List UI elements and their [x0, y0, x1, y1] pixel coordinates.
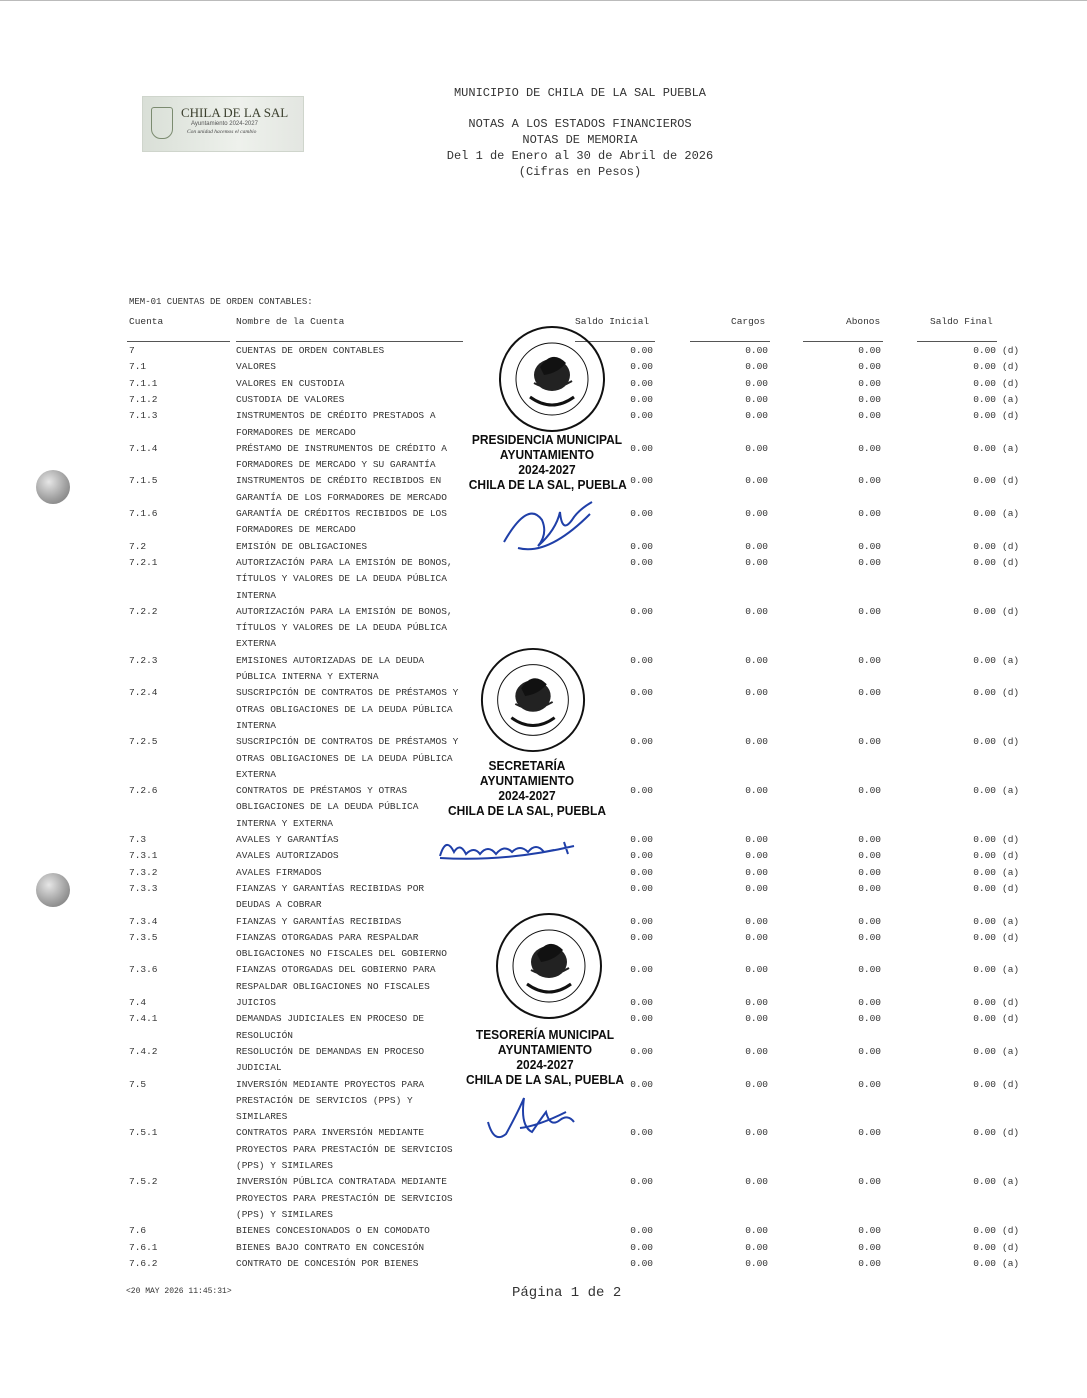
- cargos-value: 0.00: [745, 1257, 768, 1269]
- cargos-value: 0.00: [745, 964, 768, 976]
- col-header-saldo-inicial: Saldo Inicial: [575, 316, 650, 327]
- logo-name: CHILA DE LA SAL: [181, 105, 289, 120]
- account-code: 7.6: [129, 1225, 147, 1237]
- account-code: 7.1.5: [129, 475, 158, 487]
- balance-nature: (a): [1002, 964, 1020, 976]
- account-name-line: BIENES BAJO CONTRATO EN CONCESIÓN: [236, 1241, 425, 1253]
- cargos-value: 0.00: [745, 393, 768, 405]
- saldo-inicial-value: 0.00: [630, 410, 653, 422]
- eagle-seal-icon: [478, 645, 588, 755]
- account-code: 7.2.4: [129, 687, 158, 699]
- municipal-seal: [478, 645, 588, 755]
- saldo-final-value: 0.00: [973, 1127, 996, 1139]
- account-name-line: FIANZAS OTORGADAS DEL GOBIERNO PARA: [236, 964, 436, 976]
- account-code: 7.1.3: [129, 410, 158, 422]
- account-name-line: AUTORIZACIÓN PARA LA EMISIÓN DE BONOS,: [236, 605, 453, 617]
- account-code: 7.5.1: [129, 1127, 158, 1139]
- balance-nature: (d): [1002, 687, 1020, 699]
- col-header-nombre: Nombre de la Cuenta: [236, 316, 345, 327]
- abonos-value: 0.00: [858, 1078, 881, 1090]
- saldo-inicial-value: 0.00: [630, 1225, 653, 1237]
- balance-nature: (d): [1002, 377, 1020, 389]
- saldo-inicial-value: 0.00: [630, 850, 653, 862]
- account-name-line: OTRAS OBLIGACIONES DE LA DEUDA PÚBLICA: [236, 703, 453, 715]
- account-name-line: EXTERNA: [236, 768, 276, 780]
- saldo-final-value: 0.00: [973, 1225, 996, 1237]
- abonos-value: 0.00: [858, 687, 881, 699]
- cargos-value: 0.00: [745, 556, 768, 568]
- account-name-line: INTERNA Y EXTERNA: [236, 817, 333, 829]
- balance-nature: (d): [1002, 475, 1020, 487]
- cargos-value: 0.00: [745, 1241, 768, 1253]
- abonos-value: 0.00: [858, 736, 881, 748]
- saldo-inicial-value: 0.00: [630, 1127, 653, 1139]
- account-code: 7.5.2: [129, 1176, 158, 1188]
- cargos-value: 0.00: [745, 785, 768, 797]
- account-name-line: INSTRUMENTOS DE CRÉDITO RECIBIDOS EN: [236, 475, 442, 487]
- report-subtitle: NOTAS DE MEMORIA: [522, 133, 638, 147]
- saldo-final-value: 0.00: [973, 605, 996, 617]
- stamp-tesoreria: TESORERÍA MUNICIPAL AYUNTAMIENTO 2024-2027 CHILA DE LA SAL, PUEBLA: [466, 1027, 624, 1087]
- account-code: 7.3.1: [129, 850, 158, 862]
- cargos-value: 0.00: [745, 882, 768, 894]
- cargos-value: 0.00: [745, 345, 768, 356]
- saldo-inicial-value: 0.00: [630, 1257, 653, 1269]
- balance-nature: (d): [1002, 410, 1020, 422]
- cargos-value: 0.00: [745, 1078, 768, 1090]
- account-name-line: CUSTODIA DE VALORES: [236, 393, 345, 405]
- abonos-value: 0.00: [858, 931, 881, 943]
- account-name-line: TÍTULOS Y VALORES DE LA DEUDA PÚBLICA: [236, 622, 447, 634]
- abonos-value: 0.00: [858, 1127, 881, 1139]
- balance-nature: (d): [1002, 605, 1020, 617]
- balance-nature: (d): [1002, 997, 1020, 1008]
- saldo-inicial-value: 0.00: [630, 361, 653, 373]
- stamp-presidencia: PRESIDENCIA MUNICIPAL AYUNTAMIENTO 2024-2027 CHILA DE LA SAL, PUEBLA: [468, 432, 627, 492]
- saldo-final-value: 0.00: [973, 361, 996, 373]
- account-code: 7.1.2: [129, 393, 158, 405]
- scan-edge: [0, 0, 1087, 1]
- account-name-line: INTERNA: [236, 589, 276, 601]
- saldo-inicial-value: 0.00: [630, 915, 653, 927]
- saldo-inicial-value: 0.00: [630, 393, 653, 405]
- saldo-inicial-value: 0.00: [630, 556, 653, 568]
- saldo-inicial-value: 0.00: [630, 442, 653, 454]
- account-name-line: AVALES Y GARANTÍAS: [236, 834, 339, 845]
- header-rule: [690, 341, 770, 342]
- saldo-final-value: 0.00: [973, 410, 996, 422]
- abonos-value: 0.00: [858, 882, 881, 894]
- municipal-logo: [142, 96, 304, 152]
- saldo-final-value: 0.00: [973, 915, 996, 927]
- saldo-final-value: 0.00: [973, 1241, 996, 1253]
- account-code: 7.2.1: [129, 556, 158, 568]
- signature-presidente: [498, 490, 598, 560]
- cargos-value: 0.00: [745, 605, 768, 617]
- account-name-line: VALORES EN CUSTODIA: [236, 377, 345, 389]
- account-name-line: OBLIGACIONES NO FISCALES DEL GOBIERNO: [236, 948, 447, 960]
- abonos-value: 0.00: [858, 834, 881, 845]
- balance-nature: (d): [1002, 1078, 1020, 1090]
- saldo-final-value: 0.00: [973, 540, 996, 552]
- account-code: 7.2.2: [129, 605, 158, 617]
- saldo-inicial-value: 0.00: [630, 785, 653, 797]
- cargos-value: 0.00: [745, 508, 768, 519]
- abonos-value: 0.00: [858, 345, 881, 356]
- cargos-value: 0.00: [745, 654, 768, 666]
- saldo-inicial-value: 0.00: [630, 1176, 653, 1188]
- cargos-value: 0.00: [745, 377, 768, 389]
- account-code: 7.3.6: [129, 964, 158, 976]
- abonos-value: 0.00: [858, 1257, 881, 1269]
- saldo-inicial-value: 0.00: [630, 1078, 653, 1090]
- cargos-value: 0.00: [745, 736, 768, 748]
- account-name-line: OBLIGACIONES DE LA DEUDA PÚBLICA: [236, 801, 419, 813]
- abonos-value: 0.00: [858, 442, 881, 454]
- balance-nature: (d): [1002, 1013, 1020, 1025]
- report-title: NOTAS A LOS ESTADOS FINANCIEROS: [468, 117, 692, 131]
- abonos-value: 0.00: [858, 850, 881, 862]
- saldo-inicial-value: 0.00: [630, 345, 653, 356]
- cargos-value: 0.00: [745, 915, 768, 927]
- saldo-final-value: 0.00: [973, 687, 996, 699]
- municipal-seal: [496, 323, 608, 435]
- account-name-line: CONTRATO DE CONCESIÓN POR BIENES: [236, 1257, 419, 1269]
- cargos-value: 0.00: [745, 1013, 768, 1025]
- saldo-final-value: 0.00: [973, 475, 996, 487]
- account-name-line: (PPS) Y SIMILARES: [236, 1208, 333, 1220]
- account-name-line: JUICIOS: [236, 997, 276, 1008]
- abonos-value: 0.00: [858, 361, 881, 373]
- cargos-value: 0.00: [745, 442, 768, 454]
- saldo-inicial-value: 0.00: [630, 1045, 653, 1057]
- cargos-value: 0.00: [745, 1127, 768, 1139]
- account-name-line: RESPALDAR OBLIGACIONES NO FISCALES: [236, 980, 430, 992]
- saldo-final-value: 0.00: [973, 964, 996, 976]
- account-name-line: PÚBLICA INTERNA Y EXTERNA: [236, 671, 379, 682]
- account-name-line: SUSCRIPCIÓN DE CONTRATOS DE PRÉSTAMOS Y: [236, 687, 459, 699]
- abonos-value: 0.00: [858, 605, 881, 617]
- account-code: 7.5: [129, 1078, 147, 1090]
- account-code: 7: [129, 345, 135, 356]
- cargos-value: 0.00: [745, 834, 768, 845]
- cargos-value: 0.00: [745, 997, 768, 1008]
- cargos-value: 0.00: [745, 850, 768, 862]
- saldo-inicial-value: 0.00: [630, 687, 653, 699]
- balance-nature: (d): [1002, 1225, 1020, 1237]
- abonos-value: 0.00: [858, 1176, 881, 1188]
- abonos-value: 0.00: [858, 556, 881, 568]
- cargos-value: 0.00: [745, 687, 768, 699]
- account-name-line: CUENTAS DE ORDEN CONTABLES: [236, 345, 385, 356]
- saldo-final-value: 0.00: [973, 850, 996, 862]
- account-code: 7.6.1: [129, 1241, 158, 1253]
- account-name-line: AVALES FIRMADOS: [236, 866, 322, 878]
- account-name-line: DEMANDAS JUDICIALES EN PROCESO DE: [236, 1013, 425, 1025]
- signature-tesorero: [480, 1092, 580, 1148]
- saldo-inicial-value: 0.00: [630, 736, 653, 748]
- saldo-inicial-value: 0.00: [630, 1241, 653, 1253]
- balance-nature: (d): [1002, 850, 1020, 862]
- balance-nature: (d): [1002, 345, 1020, 356]
- header-rule: [127, 341, 230, 342]
- saldo-final-value: 0.00: [973, 556, 996, 568]
- account-code: 7.2.3: [129, 654, 158, 666]
- account-name-line: DEUDAS A COBRAR: [236, 899, 322, 911]
- saldo-inicial-value: 0.00: [630, 540, 653, 552]
- account-name-line: FIANZAS OTORGADAS PARA RESPALDAR: [236, 931, 419, 943]
- balance-nature: (a): [1002, 1176, 1020, 1188]
- account-name-line: EMISIONES AUTORIZADAS DE LA DEUDA: [236, 654, 425, 666]
- account-name-line: AUTORIZACIÓN PARA LA EMISIÓN DE BONOS,: [236, 556, 453, 568]
- account-name-line: EMISIÓN DE OBLIGACIONES: [236, 540, 368, 552]
- cargos-value: 0.00: [745, 361, 768, 373]
- account-name-line: EXTERNA: [236, 638, 276, 650]
- abonos-value: 0.00: [858, 540, 881, 552]
- header-rule: [236, 341, 463, 342]
- saldo-inicial-value: 0.00: [630, 377, 653, 389]
- account-name-line: OTRAS OBLIGACIONES DE LA DEUDA PÚBLICA: [236, 752, 453, 764]
- account-name-line: INVERSIÓN PÚBLICA CONTRATADA MEDIANTE: [236, 1176, 447, 1188]
- balance-nature: (a): [1002, 654, 1020, 666]
- account-code: 7.3.3: [129, 882, 158, 894]
- cargos-value: 0.00: [745, 1176, 768, 1188]
- col-header-cuenta: Cuenta: [129, 316, 164, 327]
- page-number: Página 1 de 2: [512, 1285, 622, 1301]
- account-code: 7.1.1: [129, 377, 158, 389]
- col-header-saldo-final: Saldo Final: [930, 316, 993, 327]
- saldo-final-value: 0.00: [973, 736, 996, 748]
- balance-nature: (d): [1002, 1241, 1020, 1253]
- saldo-final-value: 0.00: [973, 377, 996, 389]
- saldo-final-value: 0.00: [973, 931, 996, 943]
- section-title: MEM-01 CUENTAS DE ORDEN CONTABLES:: [129, 297, 313, 307]
- account-name-line: CONTRATOS PARA INVERSIÓN MEDIANTE: [236, 1127, 425, 1139]
- account-name-line: VALORES: [236, 361, 276, 373]
- cargos-value: 0.00: [745, 540, 768, 552]
- balance-nature: (d): [1002, 736, 1020, 748]
- cargos-value: 0.00: [745, 931, 768, 943]
- account-code: 7.3: [129, 834, 147, 845]
- saldo-final-value: 0.00: [973, 785, 996, 797]
- saldo-final-value: 0.00: [973, 442, 996, 454]
- logo-subtitle: Ayuntamiento 2024-2027: [191, 121, 258, 127]
- balance-nature: (d): [1002, 556, 1020, 568]
- account-name-line: GARANTÍA DE CRÉDITOS RECIBIDOS DE LOS: [236, 508, 447, 519]
- saldo-inicial-value: 0.00: [630, 834, 653, 845]
- abonos-value: 0.00: [858, 915, 881, 927]
- account-name-line: JUDICIAL: [236, 1062, 282, 1074]
- punch-hole: [36, 470, 70, 504]
- account-name-line: PRÉSTAMO DE INSTRUMENTOS DE CRÉDITO A: [236, 442, 447, 454]
- eagle-seal-icon: [493, 910, 605, 1022]
- abonos-value: 0.00: [858, 654, 881, 666]
- account-code: 7.1.4: [129, 442, 158, 454]
- account-name-line: FORMADORES DE MERCADO: [236, 426, 356, 438]
- saldo-inicial-value: 0.00: [630, 866, 653, 878]
- abonos-value: 0.00: [858, 410, 881, 422]
- account-code: 7.4.2: [129, 1045, 158, 1057]
- saldo-final-value: 0.00: [973, 393, 996, 405]
- balance-nature: (a): [1002, 508, 1020, 519]
- header-rule: [917, 341, 997, 342]
- account-name-line: FIANZAS Y GARANTÍAS RECIBIDAS: [236, 915, 402, 927]
- print-timestamp: <20 MAY 2026 11:45:31>: [126, 1287, 232, 1296]
- account-code: 7.3.4: [129, 915, 158, 927]
- account-name-line: RESOLUCIÓN: [236, 1029, 294, 1041]
- account-code: 7.2: [129, 540, 147, 552]
- stamp-secretaria: SECRETARÍA AYUNTAMIENTO 2024-2027 CHILA DE LA SAL, PUEBLA: [448, 758, 606, 818]
- shield-icon: [151, 107, 173, 139]
- abonos-value: 0.00: [858, 964, 881, 976]
- balance-nature: (d): [1002, 540, 1020, 552]
- abonos-value: 0.00: [858, 508, 881, 519]
- saldo-inicial-value: 0.00: [630, 605, 653, 617]
- abonos-value: 0.00: [858, 475, 881, 487]
- balance-nature: (a): [1002, 1045, 1020, 1057]
- saldo-final-value: 0.00: [973, 866, 996, 878]
- col-header-abonos: Abonos: [846, 316, 881, 327]
- saldo-final-value: 0.00: [973, 1013, 996, 1025]
- punch-hole: [36, 873, 70, 907]
- saldo-final-value: 0.00: [973, 1257, 996, 1269]
- balance-nature: (d): [1002, 834, 1020, 845]
- cargos-value: 0.00: [745, 1225, 768, 1237]
- account-code: 7.1: [129, 361, 147, 373]
- saldo-final-value: 0.00: [973, 508, 996, 519]
- account-code: 7.4: [129, 997, 147, 1008]
- account-name-line: INTERNA: [236, 719, 276, 731]
- account-name-line: INSTRUMENTOS DE CRÉDITO PRESTADOS A: [236, 410, 436, 422]
- balance-nature: (a): [1002, 393, 1020, 405]
- abonos-value: 0.00: [858, 997, 881, 1008]
- saldo-inicial-value: 0.00: [630, 997, 653, 1008]
- eagle-seal-icon: [496, 323, 608, 435]
- account-code: 7.2.5: [129, 736, 158, 748]
- abonos-value: 0.00: [858, 785, 881, 797]
- saldo-inicial-value: 0.00: [630, 1013, 653, 1025]
- balance-nature: (a): [1002, 442, 1020, 454]
- balance-nature: (a): [1002, 866, 1020, 878]
- account-name-line: PROYECTOS PARA PRESTACIÓN DE SERVICIOS: [236, 1143, 453, 1155]
- col-header-cargos: Cargos: [731, 316, 766, 327]
- saldo-final-value: 0.00: [973, 654, 996, 666]
- saldo-inicial-value: 0.00: [630, 654, 653, 666]
- account-code: 7.1.6: [129, 508, 158, 519]
- abonos-value: 0.00: [858, 1225, 881, 1237]
- account-code: 7.3.5: [129, 931, 158, 943]
- abonos-value: 0.00: [858, 1045, 881, 1057]
- report-period: Del 1 de Enero al 30 de Abril de 2026: [446, 149, 714, 163]
- saldo-final-value: 0.00: [973, 1045, 996, 1057]
- account-name-line: CONTRATOS DE PRÉSTAMOS Y OTRAS: [236, 785, 408, 797]
- account-name-line: TÍTULOS Y VALORES DE LA DEUDA PÚBLICA: [236, 573, 447, 585]
- cargos-value: 0.00: [745, 410, 768, 422]
- account-code: 7.4.1: [129, 1013, 158, 1025]
- saldo-inicial-value: 0.00: [630, 475, 653, 487]
- abonos-value: 0.00: [858, 866, 881, 878]
- account-name-line: BIENES CONCESIONADOS O EN COMODATO: [236, 1225, 430, 1237]
- account-name-line: SUSCRIPCIÓN DE CONTRATOS DE PRÉSTAMOS Y: [236, 736, 459, 748]
- account-name-line: INVERSIÓN MEDIANTE PROYECTOS PARA: [236, 1078, 425, 1090]
- cargos-value: 0.00: [745, 866, 768, 878]
- saldo-final-value: 0.00: [973, 882, 996, 894]
- municipality-title: MUNICIPIO DE CHILA DE LA SAL PUEBLA: [453, 86, 707, 100]
- saldo-inicial-value: 0.00: [630, 931, 653, 943]
- header-rule: [803, 341, 883, 342]
- report-units: (Cifras en Pesos): [518, 165, 642, 179]
- abonos-value: 0.00: [858, 377, 881, 389]
- balance-nature: (a): [1002, 1257, 1020, 1269]
- account-name-line: FORMADORES DE MERCADO: [236, 524, 356, 536]
- saldo-inicial-value: 0.00: [630, 508, 653, 519]
- account-name-line: GARANTÍA DE LOS FORMADORES DE MERCADO: [236, 491, 447, 503]
- balance-nature: (d): [1002, 882, 1020, 894]
- saldo-inicial-value: 0.00: [630, 882, 653, 894]
- account-name-line: SIMILARES: [236, 1111, 288, 1123]
- saldo-final-value: 0.00: [973, 997, 996, 1008]
- account-code: 7.6.2: [129, 1257, 158, 1269]
- account-name-line: AVALES AUTORIZADOS: [236, 850, 339, 862]
- saldo-final-value: 0.00: [973, 1078, 996, 1090]
- saldo-final-value: 0.00: [973, 1176, 996, 1188]
- account-name-line: RESOLUCIÓN DE DEMANDAS EN PROCESO: [236, 1045, 425, 1057]
- account-name-line: (PPS) Y SIMILARES: [236, 1160, 333, 1171]
- balance-nature: (d): [1002, 361, 1020, 373]
- balance-nature: (d): [1002, 1127, 1020, 1139]
- abonos-value: 0.00: [858, 1013, 881, 1025]
- account-code: 7.3.2: [129, 866, 158, 878]
- balance-nature: (d): [1002, 931, 1020, 943]
- saldo-inicial-value: 0.00: [630, 964, 653, 976]
- abonos-value: 0.00: [858, 1241, 881, 1253]
- abonos-value: 0.00: [858, 393, 881, 405]
- cargos-value: 0.00: [745, 475, 768, 487]
- saldo-final-value: 0.00: [973, 834, 996, 845]
- cargos-value: 0.00: [745, 1045, 768, 1057]
- municipal-seal: [493, 910, 605, 1022]
- balance-nature: (a): [1002, 785, 1020, 797]
- account-name-line: FORMADORES DE MERCADO Y SU GARANTÍA: [236, 459, 436, 471]
- account-code: 7.2.6: [129, 785, 158, 797]
- balance-nature: (a): [1002, 915, 1020, 927]
- signature-secretario: [436, 832, 586, 866]
- saldo-final-value: 0.00: [973, 345, 996, 356]
- account-name-line: PRESTACIÓN DE SERVICIOS (PPS) Y: [236, 1094, 413, 1106]
- account-name-line: FIANZAS Y GARANTÍAS RECIBIDAS POR: [236, 882, 425, 894]
- logo-slogan: Con unidad hacemos el cambio: [187, 129, 257, 135]
- account-name-line: PROYECTOS PARA PRESTACIÓN DE SERVICIOS: [236, 1192, 453, 1204]
